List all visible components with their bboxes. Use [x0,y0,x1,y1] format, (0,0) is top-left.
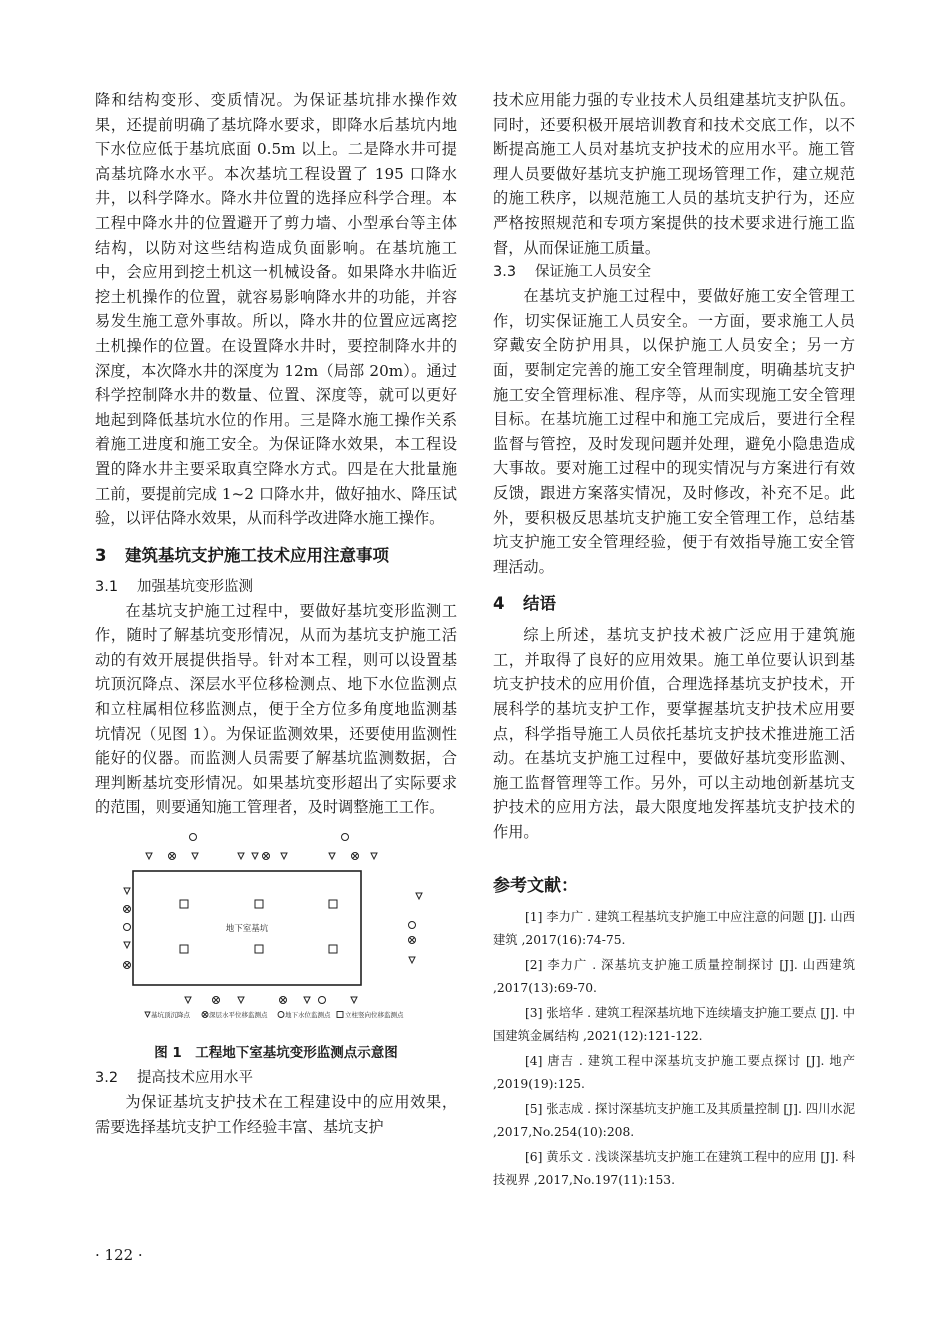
section-4-number: 4 [493,594,505,614]
settlement-point [329,853,335,859]
reference-item: [2] 李力广 . 深基坑支护施工质量控制探讨 [J]. 山西建筑 ,2017(13):69-70. [493,957,855,995]
section-3-title: 建筑基坑支护施工技术应用注意事项 [125,545,389,565]
column-point [329,945,337,953]
legend-label-settlement: 基坑顶沉降点 [151,1011,190,1020]
reference-item: [6] 黄乐文 . 浅谈深基坑支护施工在建筑工程中的应用 [J]. 科技视界 ,2017,No.197(11):153. [493,1149,855,1187]
section-3-1-heading [95,575,457,599]
settlement-point [371,853,377,859]
section-3-2-heading [95,1066,457,1090]
section-3-2-title: 提高技术应用水平 [137,1070,253,1087]
conclusion-paragraph: 综上所述，基坑支护技术被广泛应用于建筑施工，并取得了良好的应用效果。施工单位要认识到基坑支护技术的应用价值，合理选择基坑支护技术，开展科学的基坑支护工作，要掌握基坑支护技术应用要点，科学指导施工人员依托基坑支护技术推进施工活动。在基坑支护施工过程中，要做好基坑变形监测、施工监督管理等工作。另外，可以主动地创新基坑支护技术的应用方法，最大限度地发挥基坑支护技术的作用。 [493,626,855,842]
settlement-point [409,957,415,963]
deep-displacement-mark [125,907,130,912]
legend-labels [151,1010,404,1019]
deep-displacement-mark [170,854,175,859]
water-level-point [342,834,349,841]
water-level-point [319,997,326,1004]
left-column [95,88,457,1139]
water-level-point [190,834,197,841]
legend-label-water-level: 地下水位监测点 [285,1011,331,1020]
figure-1 [95,832,457,1042]
section-3-3-number: 3.3 [493,264,517,281]
settlement-point [192,853,198,859]
section-4-heading [493,591,855,617]
legend-triangle-icon [145,1012,150,1017]
column-point [180,945,188,953]
legend-circle-icon [278,1012,284,1018]
settlement-point [238,997,244,1003]
water-level-point [124,924,131,931]
column-point [180,900,188,908]
reference-item: [3] 张培华 . 建筑工程深基坑地下连续墙支护施工要点 [J]. 中国建筑金属结构 ,2021(12):121-122. [493,1005,855,1043]
reference-item: [1] 李力广 . 建筑工程基坑支护施工中应注意的问题 [J]. 山西建筑 ,2017(16):74-75. [493,909,855,947]
settlement-point [416,893,422,899]
references-heading: 参考文献： [493,875,578,896]
intro-paragraph: 降和结构变形、变质情况。为保证基坑排水操作效果，还提前明确了基坑降水要求，即降水后基坑内地下水位应低于基坑底面 0.5m 以上。二是降水井可提高基坑降水水平。本次基坑工程设置了 195 口降水井，以科学降水。降水井位置的选择应科学合理。本工程中降水井的位置避开了剪力墙、小型承台等主体结构，以防对这些结构造成负面影响。在基坑施工中，会应用到挖土机这一机械设备。如果降水井临近挖土机操作的位置，就容易影响降水井的功能，并容易发生施工意外事故。所以，降水井的位置应远离挖土机操作的位置。在设置降水井时，要控制降水井的深度，本次降水井的深度为 12m（局部 20m）。通过科学控制降水井的数量、位置、深度等，就可以更好地起到降低基坑水位的作用。三是降水施工操作关系着施工进度和施工安全。为保证降水效果，本工程设置的降水井主要采取真空降水方式。四是在大批量施工前，要提前完成 1~2 口降水井，做好抽水、降压试验，以评估降水效果，从而科学改进降水施工操作。 [95,91,457,528]
monitoring-diagram [95,832,457,1042]
section-3-2-paragraph: 为保证基坑支护技术在工程建设中的应用效果，需要选择基坑支护工作经验丰富、基坑支护 [95,1093,457,1136]
right-column [493,88,855,1194]
section-3-1-paragraph: 在基坑支护施工过程中，要做好基坑变形监测工作，随时了解基坑变形情况，从而为基坑支护施工活动的有效开展提供指导。针对本工程，则可以设置基坑顶沉降点、深层水平位移检测点、地下水位监测点和立柱属相位移监测点，便于全方位多角度地监测基坑情况（见图 1）。为保证监测效果，还要使用监测性能好的仪器。而监测人员需要了解基坑监测数据，合理判断基坑变形情况。如果基坑变形超出了实际要求的范围，则要通知施工管理者，及时调整施工工作。 [95,601,457,817]
deep-displacement-mark [264,854,269,859]
column-point [255,945,263,953]
section-3-1-title: 加强基坑变形监测 [137,578,253,595]
legend-cross-mark [203,1013,207,1017]
settlement-point [185,997,191,1003]
settlement-point [146,853,152,859]
reference-item: [5] 张志成 . 探讨深基坑支护施工及其质量控制 [J]. 四川水泥 ,2017,No.254(10):208. [493,1101,855,1139]
settlement-point [238,853,244,859]
column-point [255,900,263,908]
top-points [146,834,377,860]
section-3-3-heading [493,260,855,284]
section-3-number: 3 [95,545,107,565]
deep-displacement-mark [281,998,286,1003]
section-3-1-number: 3.1 [95,578,119,595]
deep-displacement-mark [353,854,358,859]
bottom-points [185,997,357,1004]
section-3-heading [95,543,457,569]
settlement-point [281,853,287,859]
settlement-point [252,853,258,859]
deep-displacement-mark [214,998,219,1003]
legend-label-column: 立柱竖向位移监测点 [345,1011,404,1020]
pit-label: 地下室基坑 [225,924,269,935]
section-3-3-paragraph: 在基坑支护施工过程中，要做好施工安全管理工作，切实保证施工人员安全。一方面，要求施工人员穿戴安全防护用具，以保护施工人员安全；另一方面，要制定完善的施工安全管理制度，明确基坑支护施工安全管理标准、程序等，从而实现施工安全管理目标。在基坑施工过程中和施工完成后，要进行全程监督与管控，及时发现问题并处理，避免小隐患造成大事故。要对施工过程中的现实情况与方案进行有效反馈，跟进方案落实情况，及时修改，补充不足。此外，要积极反思基坑支护施工安全管理工作，总结基坑支护施工安全管理经验，便于有效指导施工安全管理活动。 [493,287,855,576]
section-3-2-number: 3.2 [95,1070,119,1087]
legend-label-deep-displacement: 深层水平位移监测点 [209,1011,268,1020]
settlement-point [124,888,130,894]
settlement-point [351,997,357,1003]
deep-displacement-mark [410,938,415,943]
section-3-3-title: 保证施工人员安全 [535,264,651,281]
legend-square-icon [337,1012,343,1018]
section-3-2-continued: 技术应用能力强的专业技术人员组建基坑支护队伍。同时，还要积极开展培训教育和技术交底工作，以不断提高施工人员对基坑支护技术的应用水平。施工管理人员要做好基坑支护施工现场管理工作，建立规范的施工秩序，以规范施工人员的基坑支护行为，还应严格按照规范和专项方案提供的技术要求进行施工监督，从而保证施工质量。 [493,91,855,257]
deep-displacement-mark [125,963,130,968]
figure-1-caption: 图 1 工程地下室基坑变形监测点示意图 [154,1045,398,1062]
left-points [124,888,131,969]
page-number: · 122 · [95,1246,143,1264]
right-points [409,893,423,963]
water-level-point [409,922,416,929]
reference-item: [4] 唐吉 . 建筑工程中深基坑支护施工要点探讨 [J]. 地产 ,2019(19):125. [493,1053,855,1091]
column-point [329,900,337,908]
settlement-point [304,997,310,1003]
section-4-title: 结语 [523,594,556,614]
settlement-point [124,942,130,948]
